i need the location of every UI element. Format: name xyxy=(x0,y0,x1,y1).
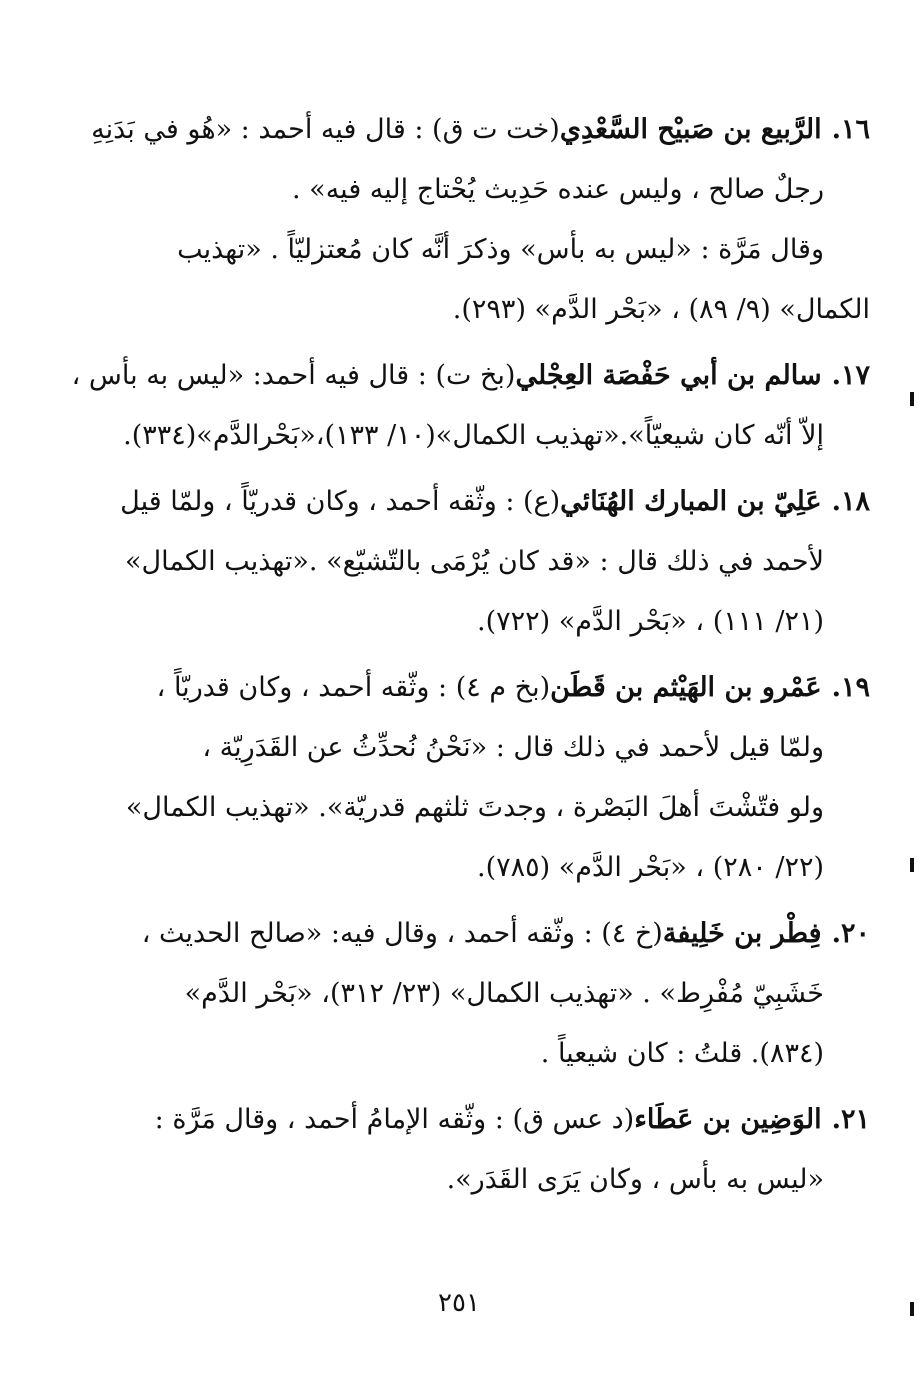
narrator-name: عَلِيّ بن المبارك الهُنَائي xyxy=(560,486,822,517)
narrator-name: الوَضِين بن عَطَاء xyxy=(634,1104,822,1135)
entry-line xyxy=(70,904,870,964)
entry-number: ١٨. xyxy=(831,486,870,517)
entry-line: إلاّ أنّه كان شيعيّاً».«تهذيب الكمال»(١٠/ ١٣٣)،«بَحْرالدَّم»(٣٣٤). xyxy=(123,420,824,451)
narrator-name: سالم بن أبي حَفْصَة العِجْلي xyxy=(515,360,822,391)
entry-text: (خ ٤) : وثّقه أحمد ، وقال فيه: «صالح الحديث ، xyxy=(141,918,663,949)
entry-18 xyxy=(70,472,870,652)
entry-19 xyxy=(70,658,870,898)
entry-line: رجلٌ صالح ، وليس عنده حَدِيث يُحْتاج إليه فيه» . xyxy=(292,174,824,205)
entry-text: (بخ م ٤) : وثّقه أحمد ، وكان قدريّاً ، xyxy=(156,672,551,703)
document-page xyxy=(70,100,870,1340)
page-number: ٢٥١ xyxy=(438,1288,480,1318)
entry-line: ولمّا قيل لأحمد في ذلك قال : «نَحْنُ نُحدِّثُ عن القَدَرِيّة ، xyxy=(202,732,824,763)
entry-text: (د عس ق) : وثّقه الإمامُ أحمد ، وقال مَرَّة : xyxy=(154,1104,635,1135)
narrator-name: عَمْرو بن الهَيْثم بن قَطَن xyxy=(550,672,822,703)
entry-line xyxy=(70,658,870,718)
entry-line: خَشَبِيّ مُفْرِط» . «تهذيب الكمال» (٢٣/ ٣١٢)، «بَحْر الدَّم» xyxy=(184,978,824,1009)
scan-edge-mark xyxy=(910,858,914,872)
entry-number: ١٧. xyxy=(831,360,870,391)
entry-17 xyxy=(70,346,870,466)
entry-line: الكمال» (٩/ ٨٩) ، «بَحْر الدَّم» (٢٩٣). xyxy=(452,294,870,325)
entry-line: لأحمد في ذلك قال : «قد كان يُرْمَى بالتّشيّع» .«تهذيب الكمال» xyxy=(125,546,824,577)
entry-line xyxy=(70,1090,870,1150)
entry-line xyxy=(70,346,870,406)
scan-edge-mark xyxy=(910,1302,914,1316)
entry-line xyxy=(70,472,870,532)
entry-line: (٢٢/ ٢٨٠) ، «بَحْر الدَّم» (٧٨٥). xyxy=(476,852,824,883)
entry-line xyxy=(70,100,870,160)
entry-line: وقال مَرَّة : «ليس به بأس» وذكرَ أنَّه كان مُعتزليّاً . «تهذيب xyxy=(177,234,824,265)
entry-number: ٢٠. xyxy=(831,918,870,949)
entry-16 xyxy=(70,100,870,340)
narrator-name: الرَّبيع بن صَبيْح السَّعْدِي xyxy=(559,114,822,145)
entry-text: (بخ ت) : قال فيه أحمد: «ليس به بأس ، xyxy=(71,360,516,391)
entry-number: ٢١. xyxy=(831,1104,870,1135)
entry-text: (ع) : وثّقه أحمد ، وكان قدريّاً ، ولمّا قيل xyxy=(120,486,561,517)
entry-20 xyxy=(70,904,870,1084)
entry-line: ولو فتّشْتَ أهلَ البَصْرة ، وجدتَ ثلثهم قدريّة». «تهذيب الكمال» xyxy=(125,792,824,823)
entry-text: (خت ت ق) : قال فيه أحمد : «هُو في بَدَنِهِ xyxy=(91,114,560,145)
entry-line: «ليس به بأس ، وكان يَرَى القَدَر». xyxy=(446,1164,824,1195)
entry-21 xyxy=(70,1090,870,1210)
entry-number: ١٩. xyxy=(831,672,870,703)
entry-line: (٨٣٤). قلتُ : كان شيعياً . xyxy=(540,1038,824,1069)
entry-line: (٢١/ ١١١) ، «بَحْر الدَّم» (٧٢٢). xyxy=(476,606,824,637)
scan-edge-mark xyxy=(910,392,914,406)
entry-number: ١٦. xyxy=(831,114,870,145)
narrator-name: فِطْر بن خَلِيفة xyxy=(662,918,822,949)
